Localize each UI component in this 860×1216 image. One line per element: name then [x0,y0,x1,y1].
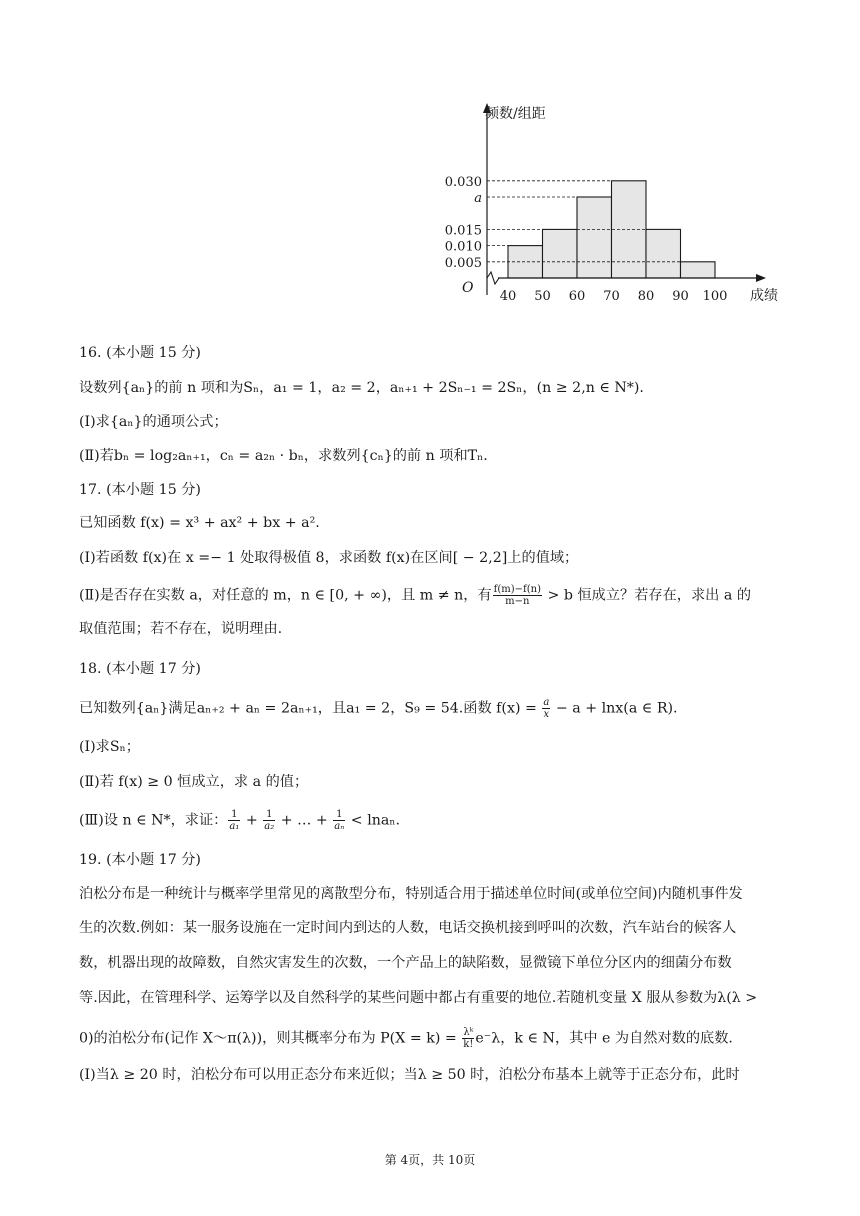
q17-header: 17. (本小题 15 分) [79,482,201,498]
q19-line-1: 泊松分布是一种统计与概率学里常见的离散型分布，特别适合用于描述单位时间(或单位空间)内随机事件发 [79,886,743,902]
q19-line-6: (Ⅰ)当λ ≥ 20 时，泊松分布可以用正态分布来近似；当λ ≥ 50 时，泊松分布基本上就等于正态分布，此时 [79,1067,740,1083]
frequency-histogram [420,95,790,310]
q18-part2: (Ⅱ)若 f(x) ≥ 0 恒成立，求 a 的值； [79,774,309,790]
y-tick-label: 0.005 [444,255,482,271]
q17-part2-pre: (Ⅱ)是否存在实数 a，对任意的 m，n ∈ [0, + ∞)，且 m ≠ n，有 [79,587,492,604]
q17-part1: (Ⅰ)若函数 f(x)在 x =− 1 处取得极值 8，求函数 f(x)在区间[ − 2,2]上的值域； [79,550,579,566]
q19-line-5: 0)的泊松分布(记作 X～π(λ))，则其概率分布为 P(X = k) = $\frac{\text{λᵏ}}{k!}$ e⁻λ，k ∈ N，其中 e 为自然对数的底数. [79,1027,733,1050]
q17-part2-post: > b 恒成立？若存在，求出 a 的 [542,587,752,604]
axis-break-mark [487,272,499,284]
q18-part1: (Ⅰ)求Sₙ； [79,739,140,755]
origin-label: O [462,280,474,296]
q18-part3: (Ⅲ)设 n ∈ N*，求证： $\frac{1}{\text{a₁}}$ + $\frac{1}{\text{a₂}}$ + … + $\frac{1}{\text{aₙ}}$ < lnaₙ. [79,809,400,832]
y-tick-label: 0.030 [444,174,482,190]
q19-line-3: 数，机器出现的故障数，自然灾害发生的次数，一个产品上的缺陷数，显微镜下单位分区内的细菌分布数 [79,955,732,971]
x-axis-label: 成绩 [750,288,778,304]
q17-stem: 已知函数 f(x) = x³ + ax² + bx + a². [79,515,320,531]
histogram-bar-60-70 [577,197,612,278]
y-tick-label: 0.015 [444,223,482,239]
q19-line-2: 生的次数.例如：某一服务设施在一定时间内到达的人数，电话交换机接到呼叫的次数，汽车站台的候客人 [79,920,737,936]
q19-header: 19. (本小题 17 分) [79,852,201,868]
q16-part2: (Ⅱ)若bₙ = log₂aₙ₊₁，cₙ = a₂ₙ · bₙ，求数列{cₙ}的前 n 项和Tₙ. [79,448,488,464]
q18-fraction: $\frac{a}{x}$ [543,697,550,720]
page-footer: 第 4页，共 10页 [384,1153,476,1167]
q16-header: 16. (本小题 15 分) [79,345,201,361]
x-axis-arrow [756,274,766,282]
q18-frac-1: $\frac{1}{\text{a₁}}$ [229,809,240,832]
histogram-bar-90-100 [681,262,716,278]
x-tick-label: 40 [499,289,517,304]
y-tick-label: a [474,191,482,206]
q17-part2 [79,584,751,607]
q19-fraction: $\frac{\text{λᵏ}}{k!}$ [463,1027,474,1050]
x-tick-label: 100 [702,289,728,304]
y-axis-label: 频数/组距 [485,106,546,122]
x-tick-label: 80 [637,289,655,304]
q16-stem: 设数列{aₙ}的前 n 项和为Sₙ，a₁ = 1，a₂ = 2，aₙ₊₁ + 2Sₙ₋₁ = 2Sₙ，(n ≥ 2,n ∈ N*). [79,380,644,396]
q16-part1: (Ⅰ)求{aₙ}的通项公式； [79,414,228,430]
q18-frac-2: $\frac{1}{\text{a₂}}$ [264,809,275,832]
q17-fraction: $\frac{f(m)-f(n)}{m-n}$ [493,584,541,607]
q17-part2-continued: 取值范围；若不存在，说明理由. [79,621,283,637]
q18-header: 18. (本小题 17 分) [79,661,201,677]
x-tick-label: 50 [534,289,551,304]
q18-stem: 已知数列{aₙ}满足aₙ₊₂ + aₙ = 2aₙ₊₁，且a₁ = 2，S₉ = 54.函数 f(x) = $\frac{a}{x}$ − a + lnx(a ∈ R). [79,697,678,720]
histogram-bar-80-90 [646,229,681,278]
q18-frac-3: $\frac{1}{\text{aₙ}}$ [334,809,345,832]
q19-line-4: 等.因此，在管理科学、运筹学以及自然科学的某些问题中都占有重要的地位.若随机变量 X 服从参数为λ(λ > [79,990,758,1006]
histogram-bar-50-60 [543,229,578,278]
x-tick-label: 70 [603,289,620,304]
y-tick-label: 0.010 [444,239,482,255]
x-tick-label: 60 [568,289,586,304]
x-tick-label: 90 [672,289,689,304]
